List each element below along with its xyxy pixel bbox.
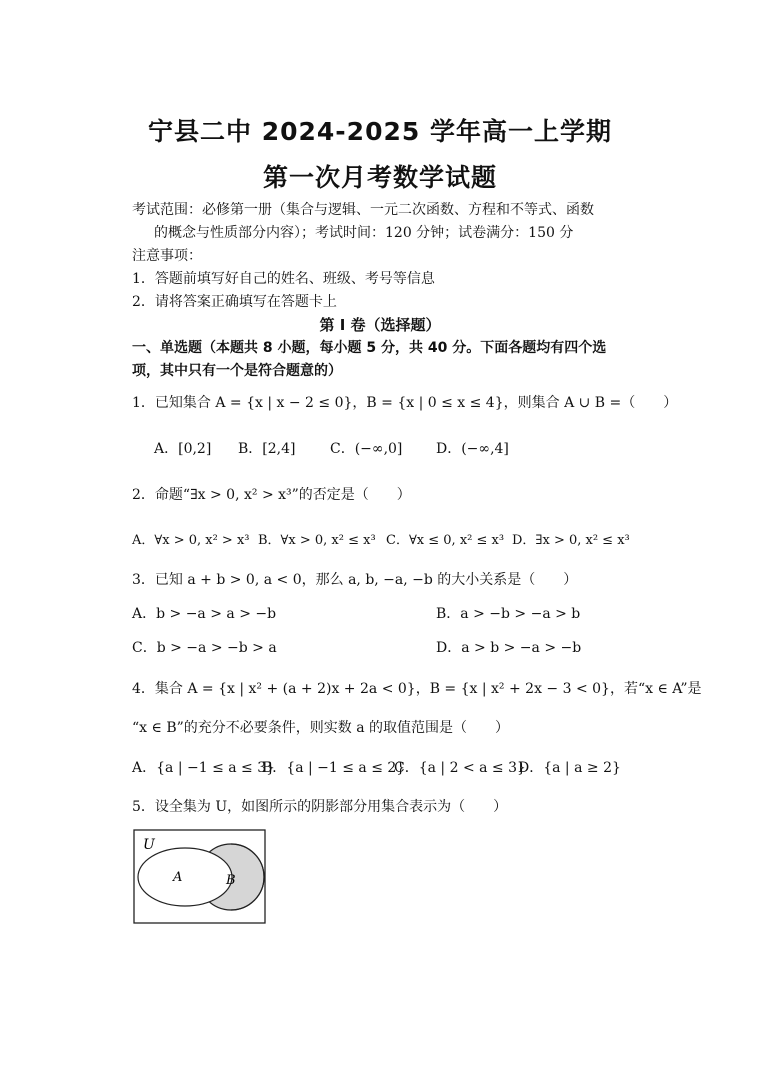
q3-stem: 3．已知 a + b > 0, a < 0，那么 a, b, −a, −b 的大小关系是（ ） bbox=[132, 572, 578, 588]
exam-title-line1: 宁县二中 2024-2025 学年高一上学期 bbox=[148, 117, 612, 146]
notice-item-1: 1．答题前填写好自己的姓名、班级、考号等信息 bbox=[132, 271, 435, 287]
q4-option-a[interactable]: A．{a | −1 ≤ a ≤ 3} bbox=[132, 760, 276, 776]
q4-option-d[interactable]: D．{a | a ≥ 2} bbox=[518, 760, 621, 776]
q2-option-b[interactable]: B．∀x > 0, x² ≤ x³ bbox=[258, 533, 376, 548]
notice-item-2: 2．请将答案正确填写在答题卡上 bbox=[132, 294, 337, 310]
q4-option-b[interactable]: B．{a | −1 ≤ a ≤ 2} bbox=[262, 760, 406, 776]
section-title: 第 I 卷（选择题） bbox=[319, 316, 441, 334]
q2-option-d[interactable]: D．∃x > 0, x² ≤ x³ bbox=[512, 533, 630, 548]
q2-option-a[interactable]: A．∀x > 0, x² > x³ bbox=[132, 533, 250, 548]
q3-option-a[interactable]: A．b > −a > a > −b bbox=[132, 606, 277, 622]
q3-option-d[interactable]: D．a > b > −a > −b bbox=[436, 640, 582, 656]
notice-title: 注意事项： bbox=[132, 248, 202, 264]
q5-stem: 5．设全集为 U，如图所示的阴影部分用集合表示为（ ） bbox=[132, 799, 508, 815]
part1-heading-line1: 一、单选题（本题共 8 小题，每小题 5 分，共 40 分。下面各题均有四个选 bbox=[132, 340, 607, 356]
q2-option-c[interactable]: C．∀x ≤ 0, x² ≤ x³ bbox=[386, 533, 505, 548]
venn-set-a bbox=[138, 848, 232, 906]
q1-stem: 1．已知集合 A = {x | x − 2 ≤ 0}，B = {x | 0 ≤ x ≤ 4}，则集合 A ∪ B =（ ） bbox=[132, 395, 678, 411]
exam-title-line2: 第一次月考数学试题 bbox=[262, 163, 497, 192]
exam-range-line1: 考试范围：必修第一册（集合与逻辑、一元二次函数、方程和不等式、函数 bbox=[132, 202, 594, 218]
exam-range-line2: 的概念与性质部分内容）；考试时间：120 分钟；试卷满分：150 分 bbox=[154, 225, 574, 241]
venn-label-b: B bbox=[226, 873, 236, 888]
q3-option-c[interactable]: C．b > −a > −b > a bbox=[132, 640, 277, 656]
q3-option-b[interactable]: B．a > −b > −a > b bbox=[436, 606, 581, 622]
q4-option-c[interactable]: C．{a | 2 < a ≤ 3} bbox=[394, 760, 526, 776]
venn-label-a: A bbox=[173, 870, 183, 885]
q4-stem-line2: “x ∈ B”的充分不必要条件，则实数 a 的取值范围是（ ） bbox=[132, 720, 510, 736]
q1-option-a[interactable]: A．[0,2] bbox=[154, 441, 212, 457]
venn-label-u: U bbox=[143, 837, 155, 853]
q1-option-c[interactable]: C．(−∞,0] bbox=[330, 441, 403, 457]
q2-stem: 2．命题“∃x > 0, x² > x³”的否定是（ ） bbox=[132, 487, 411, 503]
part1-heading-line2: 项，其中只有一个是符合题意的） bbox=[132, 363, 342, 379]
q1-option-b[interactable]: B．[2,4] bbox=[238, 441, 296, 457]
venn-diagram bbox=[133, 829, 267, 925]
q1-option-d[interactable]: D．(−∞,4] bbox=[436, 441, 509, 457]
q4-stem-line1: 4．集合 A = {x | x² + (a + 2)x + 2a < 0}，B = {x | x² + 2x − 3 < 0}，若“x ∈ A”是 bbox=[132, 681, 702, 697]
